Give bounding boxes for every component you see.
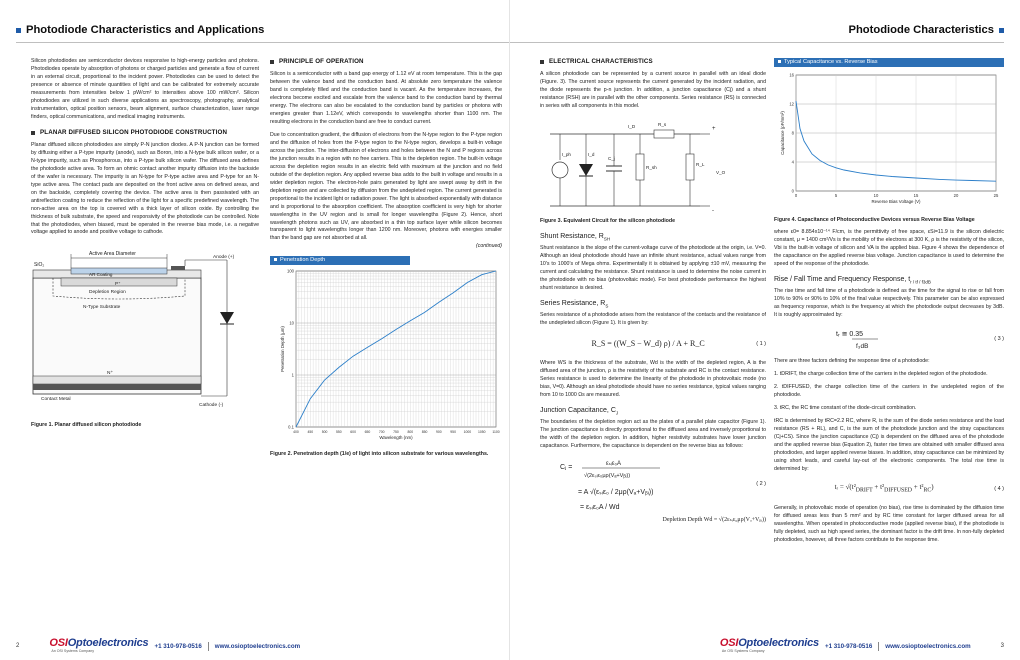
left-column-2	[270, 58, 502, 459]
y-tick-label: 0	[791, 188, 794, 194]
website-link[interactable]: www.osioptoelectronics.com	[214, 642, 301, 650]
label-active-area: Active Area Diameter	[89, 251, 136, 258]
label-p-plus: P⁺	[115, 281, 121, 287]
square-bullet-icon	[270, 60, 274, 64]
left-page-header: Photodiode Characteristics and Applications	[16, 24, 264, 36]
x-tick-label: 20	[953, 193, 959, 198]
x-tick-label: 600	[350, 430, 356, 435]
x-tick-label: 10	[873, 193, 879, 198]
svg-text:tᵣ ≅ 0.35: tᵣ ≅ 0.35	[836, 330, 864, 338]
website-link[interactable]: www.osioptoelectronics.com	[885, 642, 971, 650]
square-bullet-icon	[31, 131, 35, 135]
label-contact: Contact Metal	[41, 397, 71, 403]
y-axis-label: Capacitance (pF/mm²)	[780, 111, 785, 155]
y-tick-label: 100	[287, 268, 294, 274]
list-item: 3. tRC, the RC time constant of the diode-circuit combination.	[774, 404, 917, 411]
shunt-resistor-icon	[636, 154, 644, 180]
series-paragraph: Series resistance of a photodiode arises from the resistance of the contacts and the resistance of the undepleted silicon (Figure 1). It is given by:	[540, 312, 766, 327]
equation-2-number: ( 2 )	[756, 480, 766, 487]
x-tick-label: 700	[378, 430, 385, 435]
n-plus-layer	[33, 376, 201, 384]
equation-3-row	[774, 326, 1004, 352]
penetration-depth-title-bar: Penetration Depth	[270, 256, 410, 265]
label-cathode: Cathode (-)	[199, 403, 224, 409]
x-tick-label: 500	[321, 430, 328, 435]
equation-1-number: ( 1 )	[756, 340, 766, 347]
principle-paragraph-1: Silicon is a semiconductor with a band gap energy of 1.12 eV at room temperature. This is the gap between the valence band and the conduction band. At absolute zero temperature the valence band is completely filled and the conduction band is vacant. As the temperature increases, the electrons become excited and escalate from the valence band to the conduction band by thermal energy. The electrons can also be escalated to the conduction band by particles or photons with energies greater than 1.12eV, which corresponds to wavelengths shorter than 1100 nm. The resulting electrons in the conduction band are free to conduct current.	[270, 71, 502, 125]
principle-paragraph-2: Due to concentration gradient, the diffusion of electrons from the N-type region to the P-type region and the diffusion of holes from the P-type region to the N-type region, develops a built-in voltage across the junction. The inter-diffusion of electrons and holes between the N and P regions across the junction results in a region with no free carriers. This is the depletion region. The built-in voltage across the depletion region results in an electric field with maximum at the junction and no field outside of the depletion region. Any applied reverse bias adds to the built in voltage and results in a wider depletion region. The electron-hole pairs generated by light are swept away by drift in the depletion region and are collected by diffusion from the undepleted region. The current generated is proportional to the incident light or radiation power. The light is absorbed exponentially with distance and is proportional to the absorption coefficient. The absorption coefficient is very high for shorter wavelengths in the UV region and is small for longer wavelengths (Figure 2). Hence, short wavelength photons such as UV, are absorbed in a thin top surface layer while silicon becomes transparent to light wavelengths longer than 1200 nm. Moreover, photons with energies smaller than the band gap are not absorbed at all.	[270, 131, 502, 242]
x-tick-label: 450	[307, 430, 314, 435]
label-sio2: SiO₂	[34, 262, 45, 269]
x-tick-label: 15	[913, 193, 919, 198]
equation-1: R_S = ((W_S − W_d) ρ) / A + R_C	[591, 339, 705, 348]
phone-number: +1 310-978-0516	[154, 642, 202, 650]
figure-3-caption: Figure 3. Equivalent Circuit for the silicon photodiode	[540, 217, 676, 224]
svg-text:Cⱼ =: Cⱼ =	[560, 464, 573, 472]
planar-paragraph: Planar diffused silicon photodiodes are simply P-N junction diodes. A P-N junction can be formed by diffusing either a P-type impurity (anode), such as Boron, into a N-type bulk silicon wafer, or a N-type impurity, such as Phosphorous, into a P-type bulk silicon wafer. The diffused area defines the photodiode active area. To form an ohmic contact another impurity diffusion into the backside of the wafer is necessary. The impurity is an N-type for P-type active area and P-type for an N-type active area. The contact pads are deposited on the front active area on defined areas, and on the backside, completely covering the device. The active area is then passivated with an antireflection coating to reduce the reflection of the light for a specific predefined wavelength. The non-active area on the top is covered with a thick layer of silicon oxide. By controlling the thickness of bulk substrate, the speed and responsivity of the photodiode can be controlled. Note that the photodiodes, when biased, must be operated in the reverse bias mode, i.e. a negative voltage applied to anode and positive voltage to cathode.	[31, 141, 259, 236]
svg-text:√(2εₛᵢε₀μρ(Vₐ+Vᵦᵢ)): √(2εₛᵢε₀μρ(Vₐ+Vᵦᵢ))	[584, 473, 631, 480]
footer-separator	[208, 642, 209, 651]
label-rsh: R_sh	[646, 164, 657, 170]
x-axis-label: Wavelength (nm)	[379, 435, 413, 441]
label-id-small: I_d	[588, 151, 595, 157]
electrical-paragraph: A silicon photodiode can be represented by a current source in parallel with an ideal diode (Figure. 3). The current source represents the current generated by the incident radiation, and the diode represents the p-n junction. In addition, a junction capacitance (Cj) and a shunt resistance (RSH) are in parallel with the other components. Series resistance (RS) is connected in series with all components in this model.	[540, 71, 766, 109]
right-footer	[720, 638, 1004, 654]
square-bullet-icon	[274, 258, 277, 261]
electrical-heading: ELECTRICAL CHARACTERISTICS	[540, 58, 766, 66]
label-ntype: N-Type Substrate	[83, 305, 121, 311]
y-tick-label: 10	[289, 320, 294, 326]
y-tick-label: 0.1	[288, 424, 294, 430]
planar-heading: PLANAR DIFFUSED SILICON PHOTODIODE CONSTRUCTION	[31, 129, 259, 137]
list-item: 1. tDRIFT, the charge collection time of the carriers in the depleted region of the photodiode.	[774, 370, 988, 377]
left-footer	[16, 638, 300, 654]
y-tick-label: 12	[789, 101, 794, 107]
header-rule	[16, 42, 509, 43]
rise-paragraph-2: There are three factors defining the response time of a photodiode:	[774, 357, 930, 364]
right-column-1	[540, 58, 766, 529]
series-paragraph-2: Where WS is the thickness of the substrate, Wd is the width of the depleted region, A is the diffused area of the junction, ρ is the resistivity of the substrate and RC is the contact resistance. Series resistance is used to determine the linearity of the photodiode in photovoltaic mode (no bias, V=0). Although an ideal photodiode should have no series resistance, typical values ranging from 10 to 1000 Ωs are measured.	[540, 360, 766, 399]
x-tick-label: 900	[436, 430, 442, 435]
x-tick-label: 0	[794, 193, 798, 198]
svg-text:εₛᵢε₀A: εₛᵢε₀A	[606, 461, 622, 468]
trc-paragraph: tRC is determined by tRC=2.2 RC, where R, is the sum of the diode series resistance and the load resistance (RS + RL), and C, is the sum of the photodiode junction and the stray capacitances (Cj+CS). Since the junction capacitance (Cj) is dependent on the diffused area of the photodiode and the applied reverse bias (Equation 2), faster rise times are obtained with smaller diffused area photodiodes, and larger applied reverse biases. In addition, stray capacitance can be minimized by using short leads, and careful lay-out of the electronic components. The total rise time is determined by:	[774, 417, 1004, 472]
figure-1-diagram	[31, 244, 259, 412]
shunt-heading: Shunt Resistance, $R_{SH}$	[540, 232, 611, 242]
rise-paragraph: The rise time and fall time of a photodiode is defined as the time for the signal to rise or fall from 10% to 90% or 90% to 10% of the final value respectively. This parameter can be also expressed as frequency response, which is the frequency at which the photodiode output decreases by 3dB. It is roughly approximated by:	[774, 287, 1004, 318]
diode-triangle-icon	[220, 312, 234, 324]
header-rule	[510, 42, 1004, 43]
right-page-number: 3	[1000, 643, 1004, 650]
svg-text:= A √(εₛᵢε₀ / 2μρ(Vₐ+Vᵦᵢ)): = A √(εₛᵢε₀ / 2μρ(Vₐ+Vᵦᵢ))	[578, 489, 654, 497]
x-axis-label: Reverse Bias Voltage (V)	[871, 199, 921, 204]
equation-3	[774, 326, 894, 352]
svg-text:f₃dB: f₃dB	[856, 342, 869, 350]
label-rl: R_L	[696, 161, 705, 167]
label-anode: Anode (+)	[213, 255, 235, 261]
photodiode-icon	[579, 164, 593, 176]
equation-4-row	[774, 478, 1004, 499]
label-plus: +	[712, 125, 716, 132]
x-tick-label: 1100	[492, 430, 500, 435]
equation-2-row	[540, 456, 766, 512]
x-tick-label: 650	[364, 430, 371, 435]
y-tick-label: 8	[791, 130, 794, 136]
final-paragraph: Generally, in photovoltaic mode of operation (no bias), rise time is dominated by the diffusion time for diffused areas less than 5 mm² and by RC time constant for larger diffused areas for all wavelengths. When operated in photoconductive mode (applied reverse bias), if the photodiode is fully depleted, such as high speed series, the dominant factor is the drift time. In non-fully depleted photodiodes, however, all three factors contribute to the response time.	[774, 504, 1004, 543]
square-bullet-icon	[16, 28, 21, 33]
ar-coating	[71, 268, 167, 274]
x-tick-label: 950	[450, 430, 456, 435]
y-tick-label: 1	[291, 372, 294, 378]
penetration-depth-chart	[270, 265, 502, 445]
junction-heading: Junction Capacitance, $C_J$	[540, 407, 619, 416]
response-factors-list	[774, 371, 1004, 413]
principle-heading: PRINCIPLE OF OPERATION	[270, 58, 502, 66]
right-column-2	[774, 58, 1004, 550]
anode-pad	[171, 266, 185, 270]
figure-3-circuit	[540, 116, 766, 214]
label-depletion: Depletion Region	[89, 290, 126, 296]
equation-1-row	[540, 334, 766, 354]
equation-4: tᵣ = $√(t^2_{DRIFT} + t^2_{DIFFUSED} + t^2_{RC})$	[834, 483, 934, 494]
capacitance-chart	[774, 67, 1004, 211]
label-ar-coating: AR Coating	[89, 272, 113, 278]
figure-1-caption: Figure 1. Planar diffused silicon photodiode	[31, 422, 142, 429]
series-resistor-icon	[654, 130, 674, 138]
equation-3-number: ( 3 )	[994, 335, 1004, 342]
y-tick-label: 16	[789, 72, 794, 78]
x-tick-label: 1000	[463, 430, 472, 435]
square-bullet-icon	[999, 28, 1004, 33]
right-page	[510, 0, 1020, 660]
x-tick-label: 400	[293, 430, 299, 435]
intro-paragraph: Silicon photodiodes are semiconductor devices responsive to high-energy particles and photons. Photodiodes operate by absorption of photons or charged particles and generate a flow of current in an external circuit, proportional to the incident power. Photodiodes can be used to detect the presence or absence of minute quantities of light and can be calibrated for extremely accurate measurements from intensities below 1 pW/cm² to intensities above 100 mW/cm². Silicon photodiodes are utilized in such diverse applications as spectroscopy, photography, analytical instrumentation, optical position sensors, beam alignment, surface characterization, laser range finders, optical communications, and medical imaging instruments.	[31, 58, 259, 120]
label-rs: R_s	[658, 121, 667, 127]
x-tick-label: 750	[393, 430, 399, 435]
equation-2	[540, 456, 690, 512]
label-iph: I_ph	[562, 151, 571, 157]
figure-2-caption: Figure 2. Penetration depth (1/e) of light into silicon substrate for various wavelengths.	[270, 451, 489, 458]
x-tick-label: 25	[993, 193, 999, 198]
figure-4-paragraph: where ε0= 8.854x10⁻¹⁴ F/cm, is the permittivity of free space, εSi=11.9 is the silicon dielectric constant, μ = 1400 cm²/Vs is the mobility of the electrons at 300 K, ρ is the resistivity of the silicon, Vbi is the built-in voltage of silicon and VA is the applied bias. Figure 4 shows the dependence of the capacitance on the applied reverse bias voltage. Junction capacitance is used to determine the speed of the response of the photodiode.	[774, 228, 1004, 267]
osi-logo: OSIOptoelectronics An OSI Systems Company	[719, 637, 819, 654]
continued-note: (continued)	[476, 243, 502, 250]
equation-4-number: ( 4 )	[994, 485, 1004, 492]
x-tick-label: 850	[421, 430, 428, 435]
x-tick-label: 1050	[477, 430, 486, 435]
shunt-paragraph: Shunt resistance is the slope of the current-voltage curve of the photodiode at the origin, i.e. V=0. Although an ideal photodiode should have an infinite shunt resistance, actual values range from 10's to 1000's of Mega ohms. Experimentally it is obtained by applying ±10 mV, measuring the current and calculating the resistance. Shunt resistance is used to determine the noise current in the photodiode with no bias (photovoltaic mode). For best photodiode performance the highest shunt resistance is desired.	[540, 245, 766, 291]
footer-separator	[878, 642, 879, 651]
x-tick-label: 800	[407, 430, 414, 435]
contact-metal	[33, 384, 201, 390]
label-minus: -	[712, 207, 714, 214]
label-cj: C_j	[608, 155, 615, 161]
list-item: 2. tDIFFUSED, the charge collection time of the carriers in the undepleted region of the photodiode.	[774, 383, 1004, 398]
square-bullet-icon	[778, 60, 781, 63]
series-heading: Series Resistance, $R_S$	[540, 299, 609, 309]
load-resistor-icon	[686, 154, 694, 180]
capacitance-title-bar: Typical Capacitance vs. Reverse Bias	[774, 58, 1004, 67]
y-tick-label: 4	[791, 159, 794, 165]
svg-text:= εₛᵢε₀A / Wd: = εₛᵢε₀A / Wd	[580, 504, 620, 512]
left-column-1	[31, 58, 259, 430]
rise-heading: Rise / Fall Time and Frequency Response, $t_{r / tf / f3dB}$	[774, 275, 931, 285]
current-source-icon	[552, 162, 568, 178]
y-axis-label: Penetration Depth (µm)	[280, 326, 285, 373]
depletion-depth-equation: Depletion Depth Wd = √(2εₛᵢε₀μρ(Vₐ+Vᵦᵢ))	[662, 517, 766, 524]
right-page-header: Photodiode Characteristics	[849, 24, 1004, 36]
x-tick-label: 550	[336, 430, 342, 435]
left-page-number: 2	[16, 643, 20, 650]
label-id: I_D	[628, 123, 636, 129]
x-tick-label: 5	[834, 193, 838, 198]
phone-number: +1 310-978-0516	[824, 642, 873, 650]
junction-paragraph: The boundaries of the depletion region act as the plates of a parallel plate capacitor (Figure 1). The junction capacitance is directly proportional to the diffused area and inversely proportional to the width of the depletion region. In addition, higher resistivity substrates have lower junction capacitance. Furthermore, the capacitance is dependent on the reverse bias as follows:	[540, 419, 766, 450]
label-nplus: N⁺	[107, 371, 113, 377]
osi-logo: OSIOptoelectronics An OSI Systems Company	[49, 637, 149, 654]
square-bullet-icon	[540, 60, 544, 64]
figure-4-caption: Figure 4. Capacitance of Photoconductive Devices versus Reverse Bias Voltage	[774, 216, 975, 223]
label-vo: V_O	[716, 169, 726, 175]
